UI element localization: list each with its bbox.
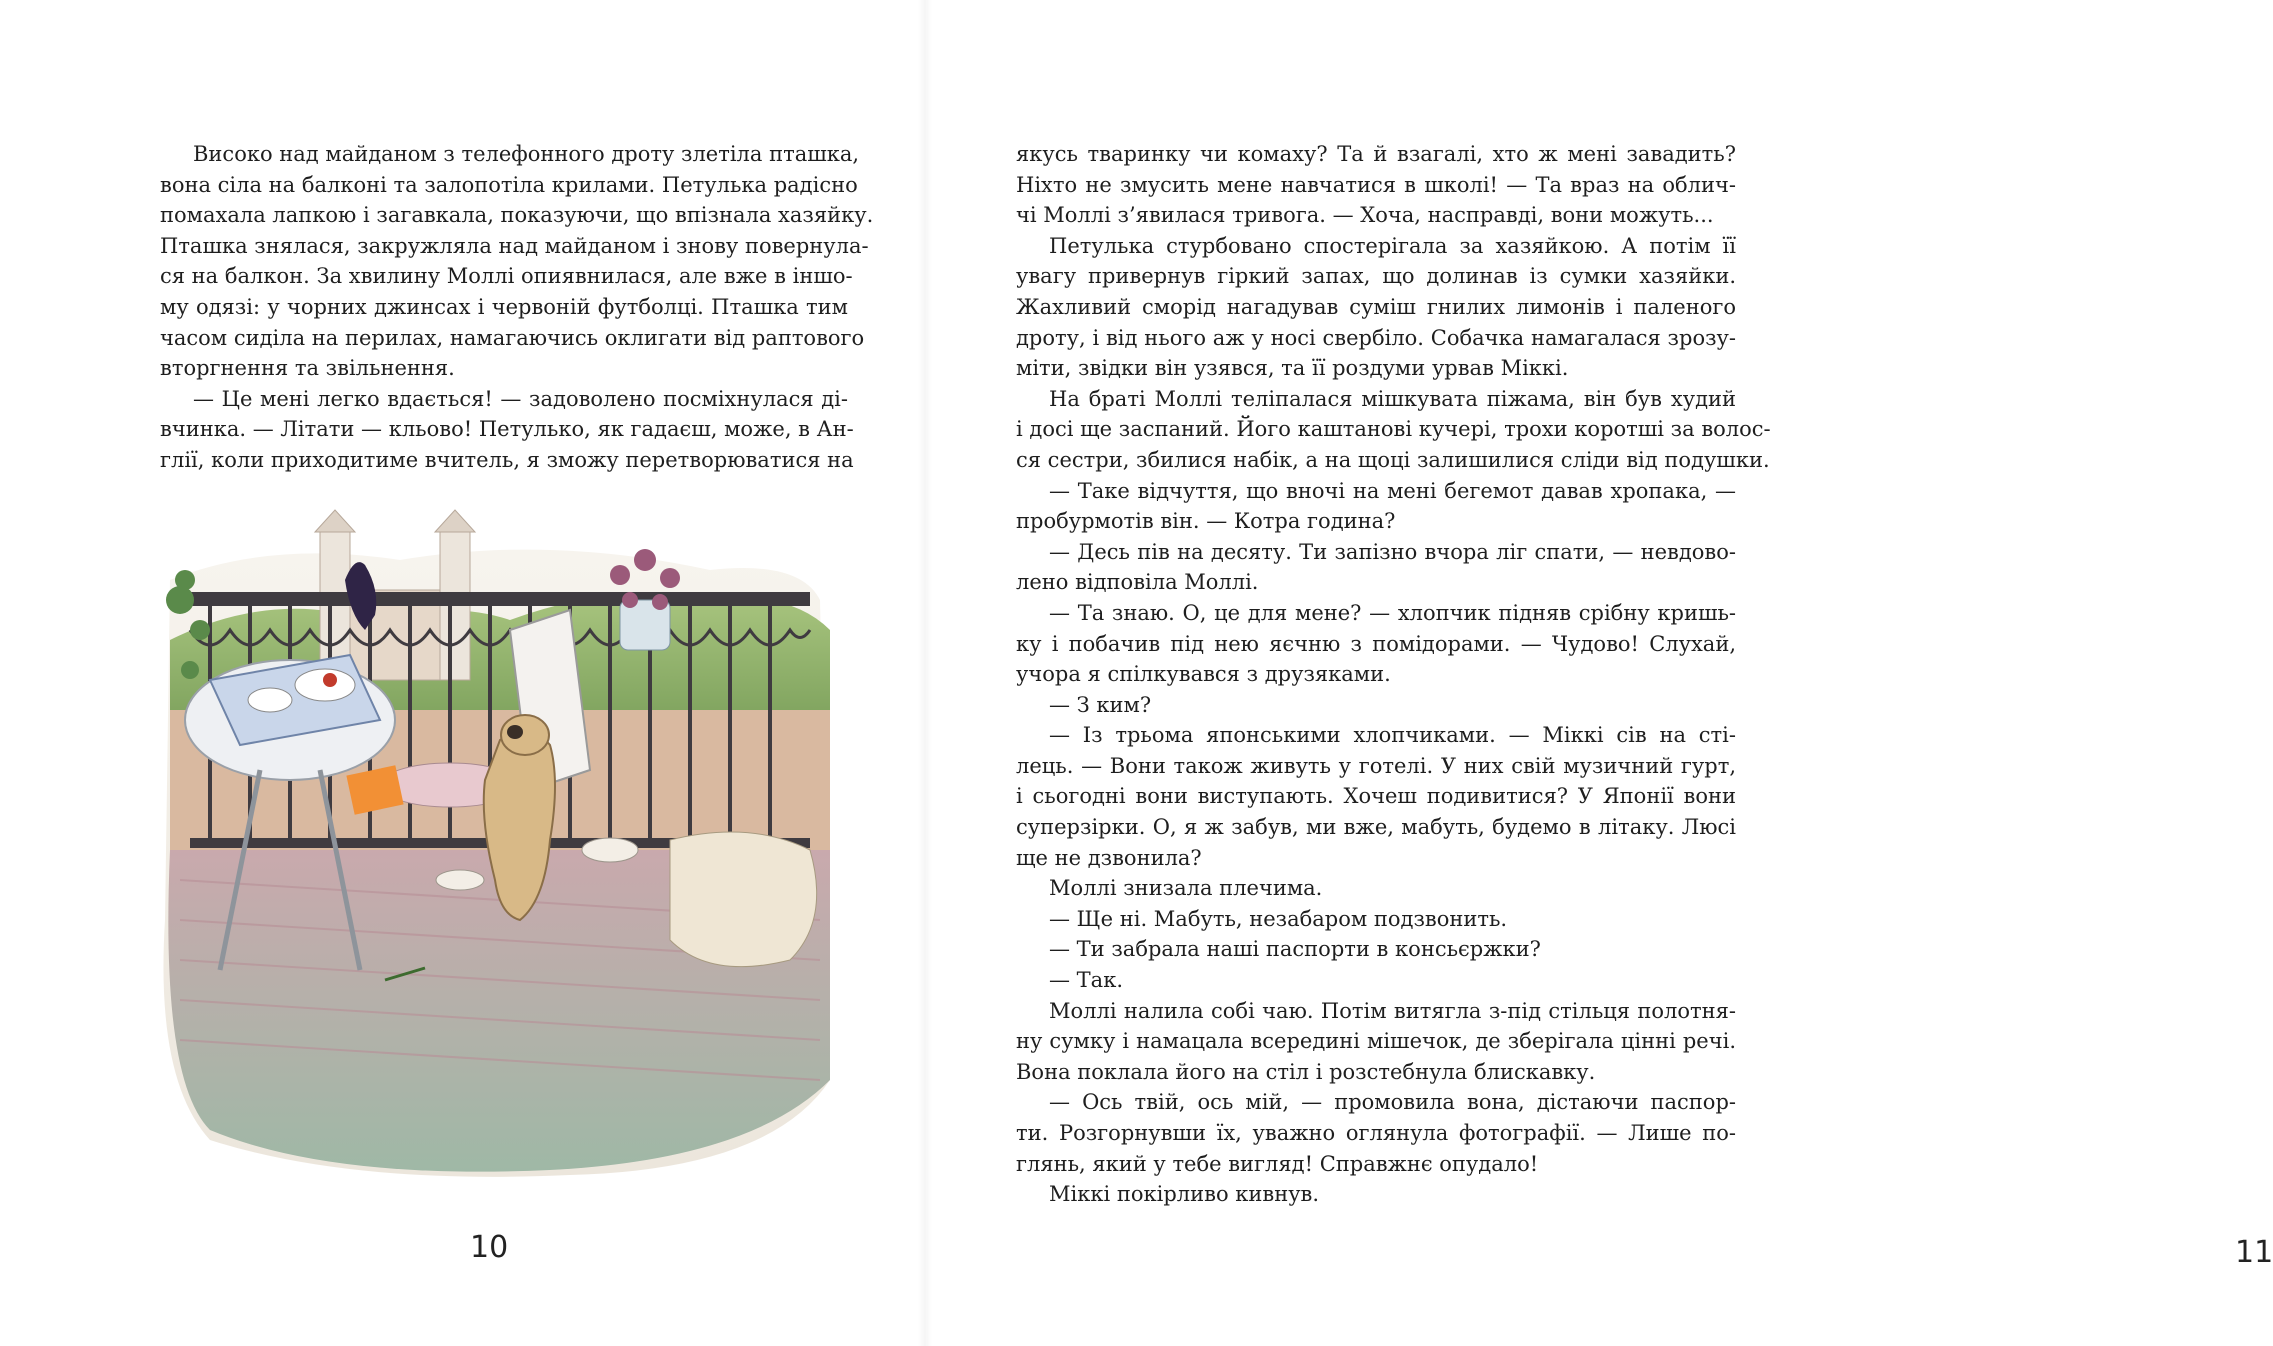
text-line: — Десь пів на десяту. Ти запізно вчора ліг спати, — невдово- — [1049, 539, 1736, 564]
left-page-text — [160, 139, 874, 476]
text-line: ну сумку і намацала всередині мішечок, де зберігала цінні речі. — [1016, 1029, 1736, 1054]
text-line: Високо над майданом з телефонного дроту злетіла пташка, — [193, 142, 860, 166]
church-spire-left — [315, 510, 355, 532]
text-line: глянь, який у тебе вигляд! Справжнє опудало! — [1016, 1151, 1539, 1176]
slipper — [436, 870, 484, 890]
railing-top — [190, 592, 810, 606]
text-line: пробурмотів він. — Котра година? — [1016, 509, 1396, 534]
text-line: вчинка. — Літати — кльово! Петулько, як гадаєш, може, в Ан- — [160, 417, 854, 442]
tea-cup — [248, 688, 292, 712]
text-line: часом сиділа на перилах, намагаючись оклигати від раптового — [160, 325, 865, 350]
text-line: ся сестри, збилися набік, а на щоці залишилися сліди від подушки. — [1016, 447, 1770, 472]
text-line: вона сіла на балконі та залопотіла крилами. Петулька радісно — [160, 172, 858, 197]
text-line: — Та знаю. О, це для мене? — хлопчик підняв срібну кришь- — [1049, 600, 1736, 625]
text-line: дроту, і від нього аж у носі свербіло. Собачка намагалася зрозу- — [1016, 325, 1736, 350]
text-line: Моллі налила собі чаю. Потім витягла з-під стільця полотня- — [1049, 998, 1736, 1023]
text-line: помахала лапкою і загавкала, показуючи, що впізнала хазяйку. — [160, 203, 874, 228]
text-line: ще не дзвонила? — [1016, 845, 1202, 870]
text-line: ти. Розгорнувши їх, уважно оглянула фотографії. — Лише по- — [1016, 1121, 1736, 1145]
text-line: — З ким? — [1049, 692, 1152, 717]
text-line: лено відповіла Моллі. — [1016, 570, 1259, 595]
text-line: Петулька стурбовано спостерігала за хазяйкою. А потім її — [1049, 233, 1736, 258]
text-line: — Із трьома японськими хлопчиками. — Міккі сів на сті- — [1049, 723, 1736, 748]
text-line: — Це мені легко вдається! — задоволено посміхнулася ді- — [193, 386, 848, 411]
text-line: На браті Моллі теліпалася мішкувата піжама, він був худий — [1049, 386, 1736, 411]
left-page — [0, 0, 925, 1346]
pug-face — [507, 725, 523, 739]
text-line: Ніхто не змусить мене навчатися в школі! — Та враз на облич- — [1016, 172, 1736, 197]
text-line: Жахливий сморід нагадував суміш гнилих лимонів і паленого — [1016, 294, 1736, 319]
text-line: міти, звідки він узявся, та її роздуми урвав Міккі. — [1016, 356, 1569, 381]
text-line: суперзірки. О, я ж забув, ми вже, мабуть, будемо в літаку. Люсі — [1016, 815, 1736, 840]
text-line: лець. — Вони також живуть у готелі. У них свій музичний гурт, — [1016, 753, 1736, 778]
text-line: ся на балкон. За хвилину Моллі опиявнилася, але вже в іншо- — [160, 264, 853, 289]
plate — [295, 669, 355, 701]
tomato — [323, 673, 337, 687]
text-line: — Так. — [1049, 968, 1124, 993]
text-line: Пташка знялася, закружляла над майданом і знову повернула- — [160, 233, 869, 258]
text-line: Моллі знизала плечима. — [1049, 876, 1323, 901]
page-number: 10 — [470, 1230, 509, 1265]
text-line: — Ось твій, ось мій, — промовила вона, дістаючи паспор- — [1049, 1090, 1736, 1115]
text-line: чі Моллі з’явилася тривога. — Хоча, насправді, вони можуть... — [1016, 203, 1714, 228]
text-line: і досі ще заспаний. Його каштанові кучері, трохи коротші за волос- — [1016, 417, 1771, 442]
balcony-illustration — [150, 520, 840, 1190]
text-line: глії, коли приходитиме вчитель, я зможу перетворюватися на — [160, 447, 854, 472]
text-line: — Ти забрала наші паспорти в консьєржки? — [1049, 937, 1541, 962]
text-line: Міккі покірливо кивнув. — [1049, 1182, 1320, 1207]
page-number: 11 — [2235, 1235, 2273, 1270]
church-spire-right — [435, 510, 475, 532]
slipper — [582, 838, 638, 862]
text-line: Вона поклала його на стіл і розстебнула блискавку. — [1016, 1059, 1596, 1084]
text-line: учора я спілкувався з друзяками. — [1016, 662, 1391, 687]
text-line: ку і побачив під нею яєчню з помідорами. — Чудово! Слухай, — [1016, 631, 1736, 656]
text-line: вторгнення та звільнення. — [160, 356, 455, 381]
cloth-bag — [670, 832, 817, 967]
text-line: увагу привернув гіркий запах, що долинав із сумки хазяйки. — [1016, 264, 1736, 289]
text-line: якусь тваринку чи комаху? Та й взагалі, хто ж мені завадить? — [1016, 142, 1736, 166]
text-line: і сьогодні вони виступають. Хочеш подивитися? У Японії вони — [1016, 784, 1736, 809]
text-line: — Таке відчуття, що вночі на мені бегемот давав хропака, — — [1049, 478, 1736, 503]
right-page-text — [1016, 139, 1771, 1210]
text-line: — Ще ні. Мабуть, незабаром подзвонить. — [1049, 906, 1508, 931]
text-line: му одязі: у чорних джинсах і червоній футболці. Пташка тим — [160, 294, 848, 319]
